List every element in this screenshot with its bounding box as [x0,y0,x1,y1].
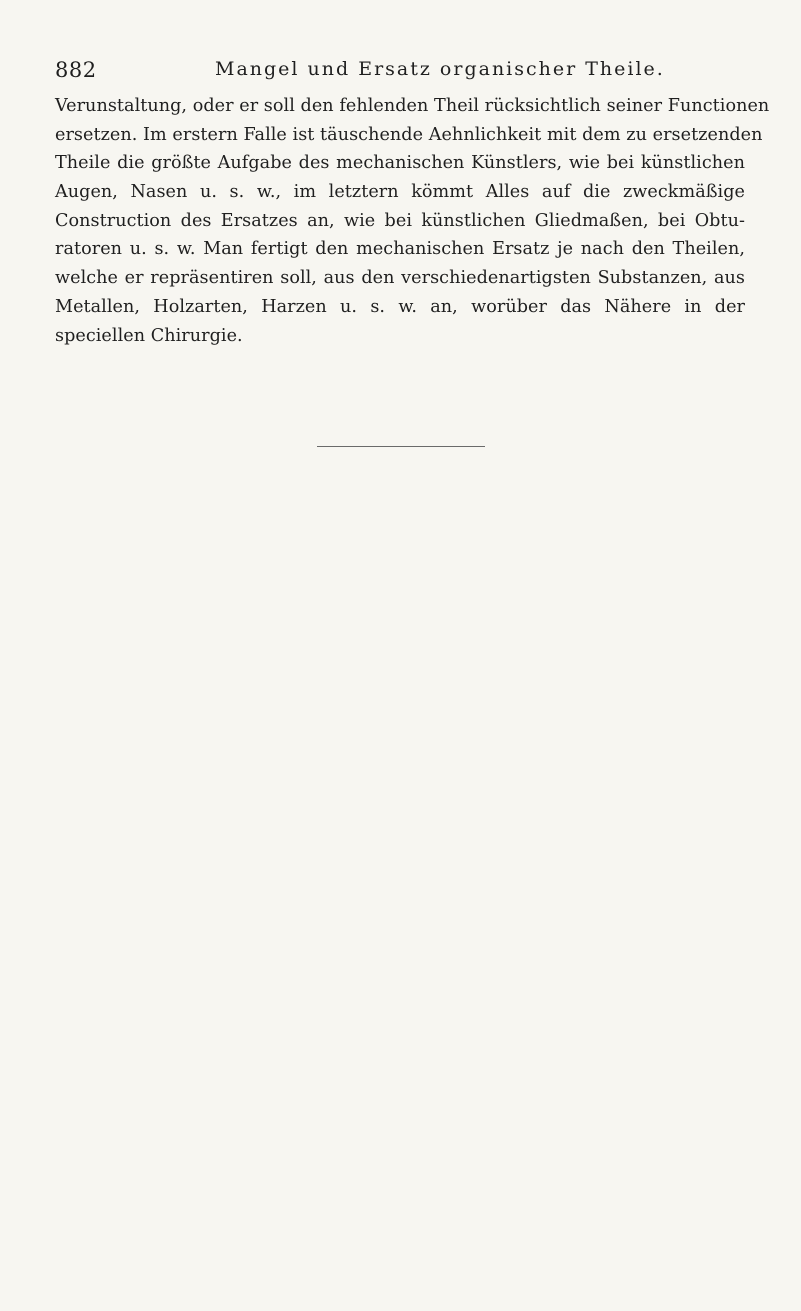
text-line: Construction des Ersatzes an, wie bei künstlichen Gliedmaßen, bei Obtu- [55,210,745,231]
text-line: speciellen Chirurgie. [55,325,243,346]
text-line: ratoren u. s. w. Man fertigt den mechanischen Ersatz je nach den Theilen, [55,239,745,260]
text-line: Theile die größte Aufgabe des mechanischen Künstlers, wie bei künstlichen [55,153,745,174]
running-title: Mangel und Ersatz organischer Theile. [215,58,665,80]
text-line: welche er repräsentiren soll, aus den verschiedenartigsten Substanzen, aus [55,268,745,289]
text-line: Verunstaltung, oder er soll den fehlenden Theil rücksichtlich seiner Functionen [55,96,770,116]
page-number: 882 [55,58,97,82]
text-line: Metallen, Holzarten, Harzen u. s. w. an, worüber das Nähere in der [55,296,745,317]
page-header [55,58,745,88]
section-end-rule [317,446,485,447]
text-line: ersetzen. Im erstern Falle ist täuschende Aehnlichkeit mit dem zu ersetzenden [55,124,763,145]
body-paragraph [55,92,770,350]
text-line: Augen, Nasen u. s. w., im letztern kömmt Alles auf die zweckmäßige [55,182,745,203]
